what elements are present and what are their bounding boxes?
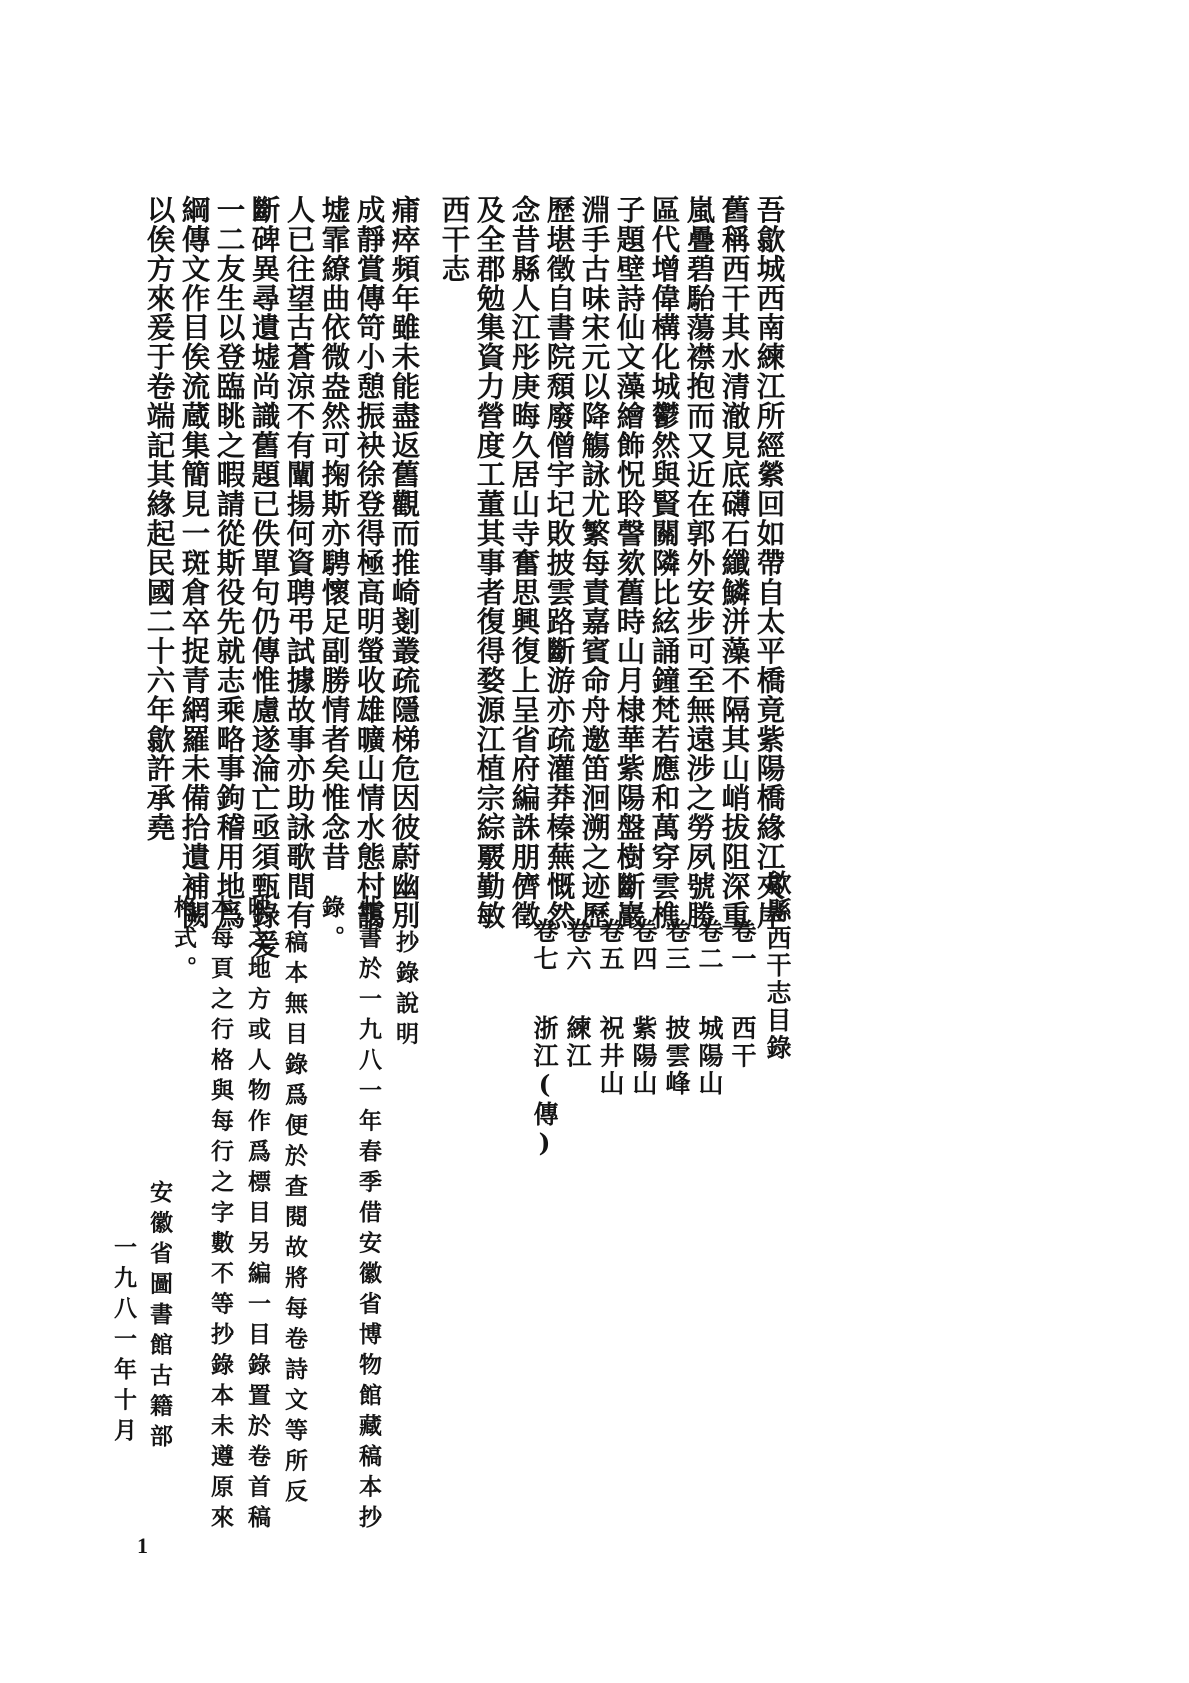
note-column: 此書於一九八一年春季借安徽省博物館藏稿本抄 xyxy=(355,895,382,1536)
preface-column: 念昔縣人江彤庚晦久居山寺奮思興復上呈省府編誅朋儕徵 xyxy=(507,195,542,930)
toc-volume: 卷三 xyxy=(662,918,691,973)
preface-column: 及全郡勉集資力營度工董其事者復得婺源江植宗綜覈勤敏 xyxy=(472,195,507,930)
toc-title: 歙縣西干志目錄 xyxy=(763,870,792,1062)
preface-column: 嵐疊碧駘蕩襟抱而又近在郭外安步可至無遠涉之勞夙號勝 xyxy=(682,195,717,930)
preface-column: 舊稱西干其水清澈見底礴石纖鱗洴藻不隔其山峭拔阻深重 xyxy=(717,195,752,930)
toc-entry-name: 城陽山 xyxy=(695,1015,724,1098)
toc-volume: 卷六 xyxy=(563,918,592,973)
toc-entry-name: 祝井山 xyxy=(596,1015,625,1098)
preface-column: 區代增偉構化城鬱然與賢關隣比絃誦鐘梵若應和萬穿雲樵 xyxy=(647,195,682,930)
preface-column: 西干志 xyxy=(437,195,472,284)
note-column: 映之地方或人物作爲標目另編一目錄置於卷首稿 xyxy=(244,895,271,1536)
preface-column: 斷碑異尋遺墟尚識舊題已佚單句仍傳惟慮遂淪亡亟須甄錄爰 xyxy=(247,195,282,960)
note-column: 稿本無目錄爲便於查閱故將每卷詩文等所反 xyxy=(281,930,308,1510)
preface-column: 一二友生以登臨眺之暇請從斯役先就志乘略事鉤稽用地爲 xyxy=(212,195,247,930)
preface-column: 成靜賞傳笴小憩振袂徐登得極高明螢收雄曠山情水態村靄 xyxy=(352,195,387,930)
toc-volume: 卷七 xyxy=(530,918,559,973)
preface-column: 以俟方來爰于卷端記其緣起民國二十六年歙許承堯 xyxy=(142,195,177,842)
note-title: 抄錄說明 xyxy=(392,930,419,1052)
note-column: 本每頁之行格與每行之字數不等抄錄本未遵原來 xyxy=(207,895,234,1536)
toc-entry-name: 浙江(傳) xyxy=(530,1015,559,1160)
preface-column: 吾歙城西南練江所經縈回如帶自太平橋竟紫陽橋緣江夾岸 xyxy=(752,195,787,930)
toc-entry-name: 西干 xyxy=(728,1015,757,1070)
note-signature-date: 一九八一年十月 xyxy=(110,1235,137,1449)
page-number: 1 xyxy=(137,1533,148,1558)
toc-entry-name: 練江 xyxy=(563,1015,592,1070)
toc-volume: 卷五 xyxy=(596,918,625,973)
toc-volume: 卷四 xyxy=(629,918,658,973)
note-signature-org: 安徽省圖書館古籍部 xyxy=(146,1180,173,1455)
toc-volume: 卷二 xyxy=(695,918,724,973)
toc-entry-name: 披雲峰 xyxy=(662,1015,691,1098)
preface-column: 歷堪徵自書院頹廢僧宇圮敗披雲路斷游亦疏灌莽榛蕪慨然 xyxy=(542,195,577,930)
preface-column: 痡瘁頻年雖未能盡返舊觀而推崎剗叢疏隱梯危因彼蔚幽別 xyxy=(387,195,422,930)
preface-column: 綱傳文作目俟流蔵集簡見一斑倉卒捉青網羅未備拾遺補闕 xyxy=(177,195,212,930)
note-column: 錄。 xyxy=(318,895,345,956)
note-column: 格式。 xyxy=(170,895,197,987)
toc-volume: 卷一 xyxy=(728,918,757,973)
preface-column: 人已往望古蒼涼不有闡揚何資聘弔試據故事亦助詠歌間有 xyxy=(282,195,317,930)
toc-entry-name: 紫陽山 xyxy=(629,1015,658,1098)
preface-column: 淵手古味宋元以降觴詠尤繁每責嘉賓命舟邀笛洄溯之迹歷 xyxy=(577,195,612,930)
preface-column: 子題壁詩仙文藻繪飾怳聆謦欬舊時山月棣華紫陽盤樹斷巖 xyxy=(612,195,647,930)
preface-column: 墟霏繚曲依微盎然可掬斯亦騁懷足副勝情者矣惟念昔 xyxy=(317,195,352,872)
